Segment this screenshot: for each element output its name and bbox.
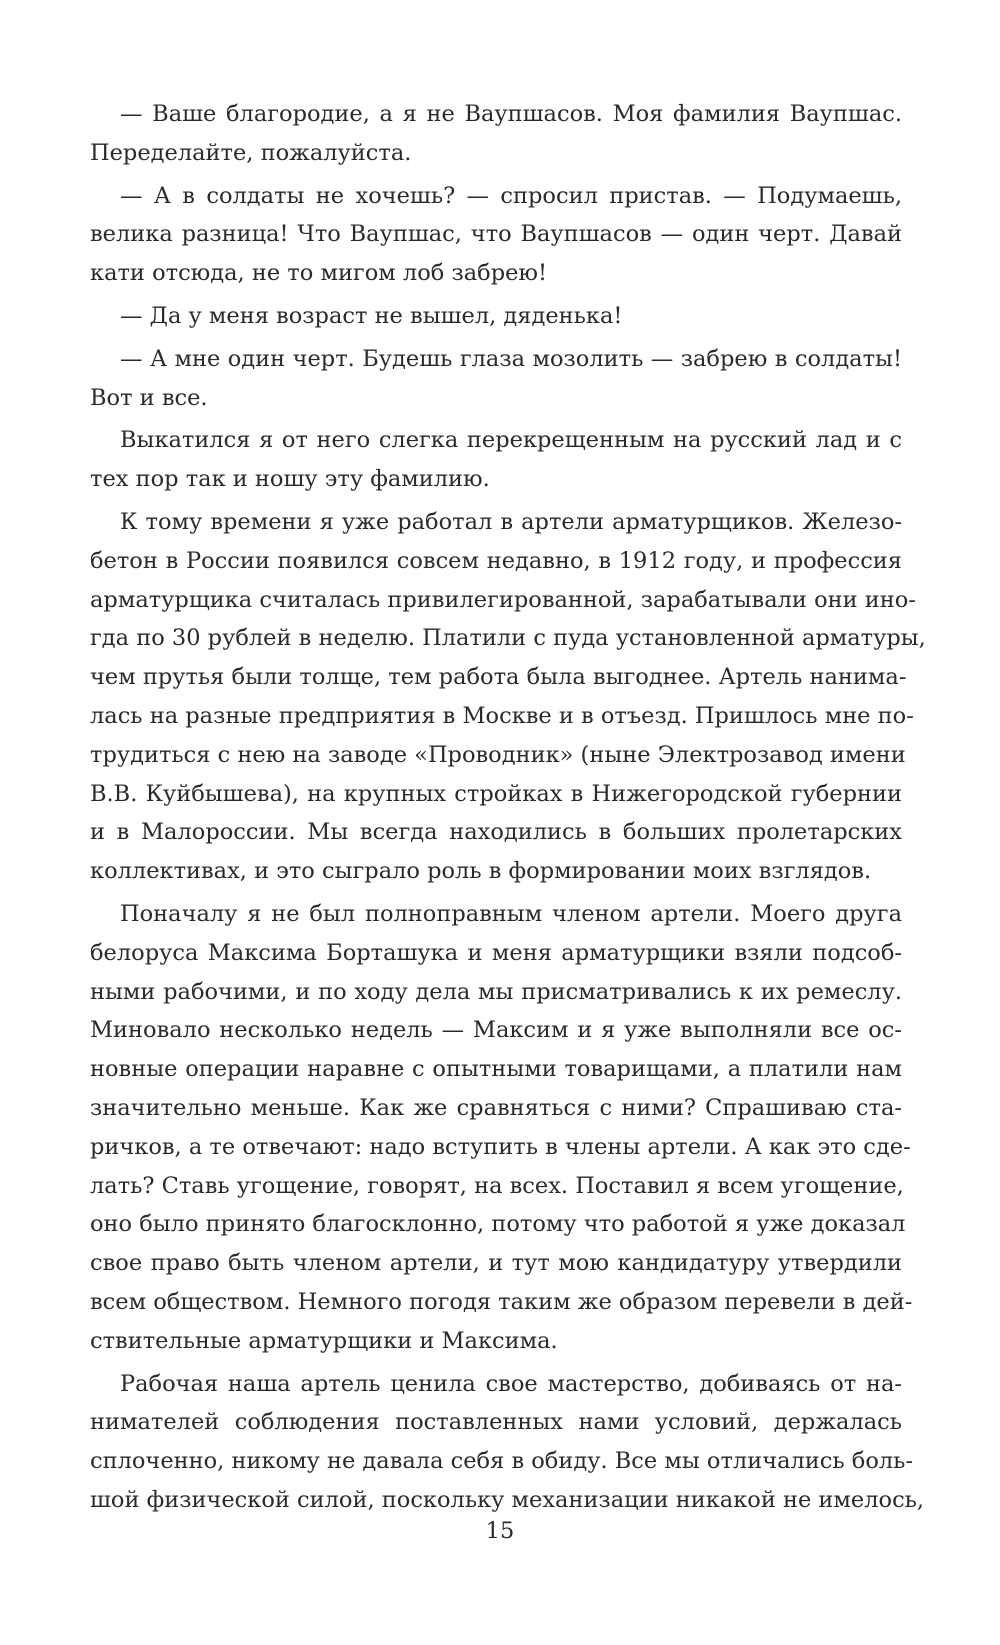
text-line: всем обществом. Немного погодя таким же образом перевели в дей- — [90, 1288, 913, 1315]
text-line: Переделайте, пожалуйста. — [90, 139, 412, 166]
text-line: коллективах, и это сыграло роль в формировании моих взглядов. — [90, 858, 872, 885]
text-line: оно было принято благосклонно, потому что работой я уже доказал — [90, 1211, 906, 1238]
text-line: и в Малороссии. Мы всегда находились в больших пролетарских — [90, 819, 902, 846]
page-number: 15 — [485, 1518, 515, 1544]
text-line: велика разница! Что Ваупшас, что Ваупшасов — один черт. Давай — [90, 221, 902, 248]
text-line: Вот и все. — [90, 384, 208, 411]
text-line: ричков, а те отвечают: надо вступить в члены артели. А как это сде- — [90, 1133, 911, 1160]
text-line: — А в солдаты не хочешь? — спросил пристав. — Подумаешь, — [120, 182, 902, 209]
paragraph — [90, 1365, 925, 1520]
text-line: шой физической силой, поскольку механизации никакой не имелось, — [90, 1486, 925, 1513]
text-line: сплоченно, никому не давала себя в обиду. Все мы отличались боль- — [90, 1448, 914, 1475]
paragraph — [90, 421, 902, 499]
paragraph — [90, 895, 913, 1361]
text-line: белоруса Максима Борташука и меня арматурщики взяли подсоб- — [90, 939, 902, 966]
paragraph — [90, 340, 902, 418]
text-line: К тому времени я уже работал в артели арматурщиков. Железо- — [120, 508, 902, 535]
text-line: нимателей соблюдения поставленных нами условий, держалась — [90, 1409, 902, 1436]
text-line: В.В. Куйбышева), на крупных стройках в Нижегородской губернии — [90, 780, 902, 807]
text-line: — Да у меня возраст не вышел, дяденька! — [120, 302, 623, 329]
text-line: бетон в России появился совсем недавно, в 1912 году, и профессия — [90, 547, 902, 574]
text-line: Поначалу я не был полноправным членом артели. Моего друга — [120, 900, 902, 927]
paragraph — [90, 503, 926, 891]
paragraph — [90, 297, 902, 336]
text-line: — А мне один черт. Будешь глаза мозолить — забрею в солдаты! — [120, 345, 902, 372]
text-line: ствительные арматурщики и Максима. — [90, 1327, 558, 1354]
text-line: трудиться с нею на заводе «Проводник» (ныне Электрозавод имени — [90, 741, 906, 768]
text-line: Рабочая наша артель ценила свое мастерство, добиваясь от на- — [120, 1370, 902, 1397]
text-line: значительно меньше. Как же сравняться с ними? Спрашиваю ста- — [90, 1094, 902, 1121]
paragraph — [90, 177, 902, 293]
text-line: чем прутья были толще, тем работа была выгоднее. Артель нанима- — [90, 664, 907, 691]
text-line: — Ваше благородие, а я не Ваупшасов. Моя фамилия Ваупшас. — [120, 101, 902, 127]
text-line: арматурщика считалась привилегированной, зарабатывали они ино- — [90, 586, 916, 613]
page-body-text — [90, 95, 926, 1524]
text-line: лась на разные предприятия в Москве и в отъезд. Пришлось мне по- — [90, 702, 914, 729]
paragraph — [90, 95, 902, 173]
text-line: ными рабочими, и по ходу дела мы присматривались к их ремеслу. — [90, 978, 902, 1005]
text-line: Миновало несколько недель — Максим и я уже выполняли все ос- — [90, 1017, 902, 1044]
text-line: новные операции наравне с опытными товарищами, а платили нам — [90, 1056, 902, 1083]
text-line: кати отсюда, не то мигом лоб забрею! — [90, 260, 548, 287]
text-line: свое право быть членом артели, и тут мою кандидатуру утвердили — [90, 1250, 902, 1277]
text-line: гда по 30 рублей в неделю. Платили с пуда установленной арматуры, — [90, 625, 926, 652]
text-line: Выкатился я от него слегка перекрещенным на русский лад и с — [120, 427, 902, 454]
text-line: тех пор так и ношу эту фамилию. — [90, 466, 490, 493]
text-line: лать? Ставь угощение, говорят, на всех. Поставил я всем угощение, — [90, 1172, 904, 1199]
